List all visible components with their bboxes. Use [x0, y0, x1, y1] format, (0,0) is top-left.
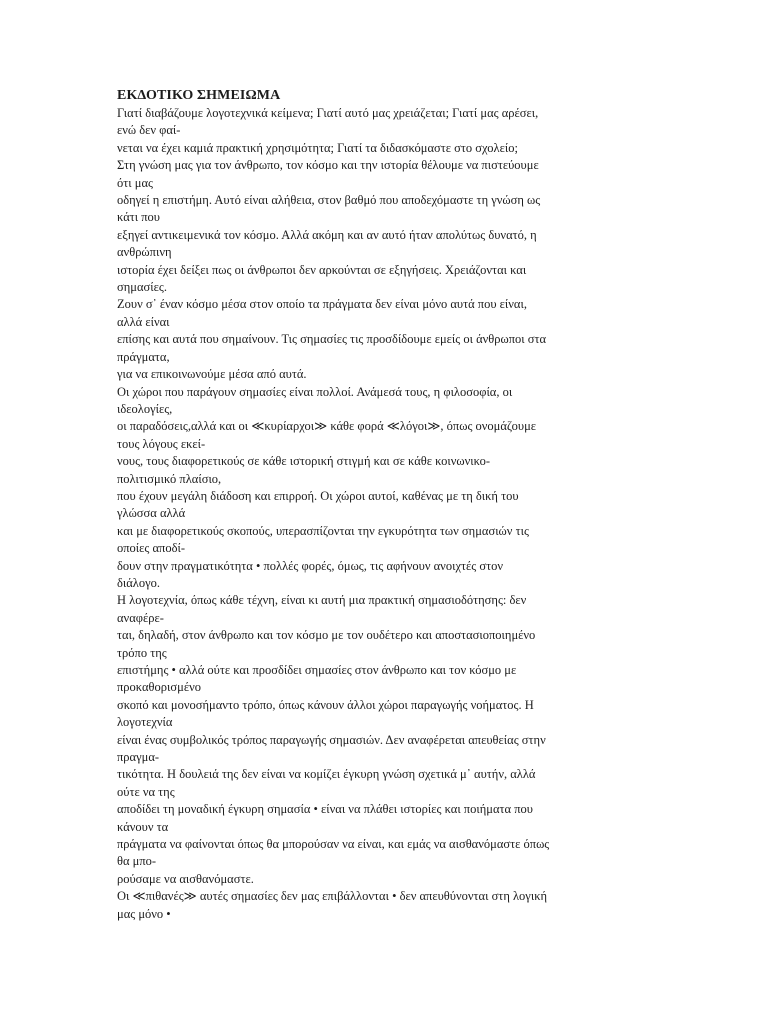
text-line: πράγματα να φαίνονται όπως θα μπορούσαν να είναι, και εμάς να αισθανόμαστε όπως	[117, 837, 550, 852]
text-line: οι παραδόσεις,αλλά και οι ≪κυρίαρχοι≫ κάθε φορά ≪λόγοι≫, όπως ονομάζουμε	[117, 419, 537, 434]
text-line-continuation: μας μόνο •	[117, 906, 171, 921]
text-line: ται, δηλαδή, στον άνθρωπο και τον κόσμο με τον ουδέτερο και αποστασιοποιημένο	[117, 628, 536, 643]
document-text	[117, 105, 657, 923]
text-line-continuation: ιδεολογίες,	[117, 401, 173, 416]
text-line: και με διαφορετικούς σκοπούς, υπερασπίζονται την εγκυρότητα των σημασιών τις	[117, 523, 529, 538]
text-line: νους, τους διαφορετικούς σε κάθε ιστορική στιγμή και σε κάθε κοινωνικο-	[117, 454, 491, 469]
text-line-continuation: σημασίες.	[117, 280, 167, 295]
text-line-continuation: ανθρώπινη	[117, 245, 172, 260]
text-line: εξηγεί αντικειμενικά τον κόσμο. Αλλά ακόμη και αν αυτό ήταν απολύτως δυνατό, η	[117, 227, 537, 242]
text-line-continuation: κάνουν τα	[117, 819, 169, 834]
text-line-continuation: προκαθορισμένο	[117, 680, 201, 695]
text-line: δουν στην πραγματικότητα • πολλές φορές, όμως, τις αφήνουν ανοιχτές στον	[117, 558, 504, 573]
text-line-continuation: κάτι που	[117, 210, 160, 225]
document-title: ΕΚΔΟΤΙΚΟ ΣΗΜΕΙΩΜΑ	[117, 88, 281, 103]
text-line: είναι ένας συμβολικός τρόπος παραγωγής σημασιών. Δεν αναφέρεται απευθείας στην	[117, 732, 546, 747]
text-line: Οι ≪πιθανές≫ αυτές σημασίες δεν μας επιβάλλονται • δεν απευθύνονται στη λογική	[117, 889, 548, 904]
text-line: Η λογοτεχνία, όπως κάθε τέχνη, είναι κι αυτή μια πρακτική σημασιοδότησης: δεν	[117, 593, 527, 608]
text-line-continuation: πράγματα,	[117, 349, 170, 364]
text-line-continuation: γλώσσα αλλά	[117, 506, 186, 521]
text-line: Γιατί διαβάζουμε λογοτεχνικά κείμενα; Γιατί αυτό μας χρειάζεται; Γιατί μας αρέσει,	[117, 106, 539, 120]
text-line-continuation: διάλογο.	[117, 575, 161, 590]
text-line-continuation: τους λόγους εκεί-	[117, 436, 206, 451]
text-line: τικότητα. Η δουλειά της δεν είναι να κομίζει έγκυρη γνώση σχετικά μ᾽ αυτήν, αλλά	[117, 767, 536, 782]
text-line: αποδίδει τη μοναδική έγκυρη σημασία • είναι να πλάθει ιστορίες και ποιήματα που	[117, 802, 533, 817]
text-line: Οι χώροι που παράγουν σημασίες είναι πολλοί. Ανάμεσά τους, η φιλοσοφία, οι	[117, 384, 513, 399]
text-line-continuation: πολιτισμικό πλαίσιο,	[117, 471, 222, 486]
text-line-continuation: ούτε να της	[117, 784, 175, 799]
text-line-continuation: ότι μας	[117, 175, 153, 190]
text-line: Στη γνώση μας για τον άνθρωπο, τον κόσμο και την ιστορία θέλουμε να πιστεύουμε	[117, 158, 539, 173]
text-line-continuation: οποίες αποδί-	[117, 541, 186, 556]
text-line: για να επικοινωνούμε μέσα από αυτά.	[117, 367, 307, 382]
text-line-continuation: πραγμα-	[117, 750, 160, 765]
text-line-continuation: λογοτεχνία	[117, 715, 173, 730]
text-line-continuation: τρόπο της	[117, 645, 167, 660]
text-line: οδηγεί η επιστήμη. Αυτό είναι αλήθεια, στον βαθμό που αποδεχόμαστε τη γνώση ως	[117, 193, 541, 208]
text-line-continuation: ενώ δεν φαί-	[117, 123, 181, 138]
text-line-continuation: αλλά είναι	[117, 314, 170, 329]
text-line: ρούσαμε να αισθανόμαστε.	[117, 871, 254, 886]
document-body	[117, 87, 657, 923]
text-line: ιστορία έχει δείξει πως οι άνθρωποι δεν αρκούνται σε εξηγήσεις. Χρειάζονται και	[117, 262, 527, 277]
text-line: επίσης και αυτά που σημαίνουν. Τις σημασίες τις προσδίδουμε εμείς οι άνθρωποι στα	[117, 332, 547, 347]
text-line: νεται να έχει καμιά πρακτική χρησιμότητα; Γιατί τα διδασκόμαστε στο σχολείο;	[117, 140, 518, 155]
text-line: σκοπό και μονοσήμαντο τρόπο, όπως κάνουν άλλοι χώροι παραγωγής νοήματος. Η	[117, 697, 534, 712]
text-line: επιστήμης • αλλά ούτε και προσδίδει σημασίες στον άνθρωπο και τον κόσμο με	[117, 663, 517, 677]
text-line-continuation: αναφέρε-	[117, 610, 164, 625]
text-line-continuation: θα μπο-	[117, 854, 157, 869]
text-line: Ζουν σ᾽ έναν κόσμο μέσα στον οποίο τα πράγματα δεν είναι μόνο αυτά που είναι,	[117, 297, 527, 312]
text-line: που έχουν μεγάλη διάδοση και επιρροή. Οι χώροι αυτοί, καθένας με τη δική του	[117, 488, 519, 503]
